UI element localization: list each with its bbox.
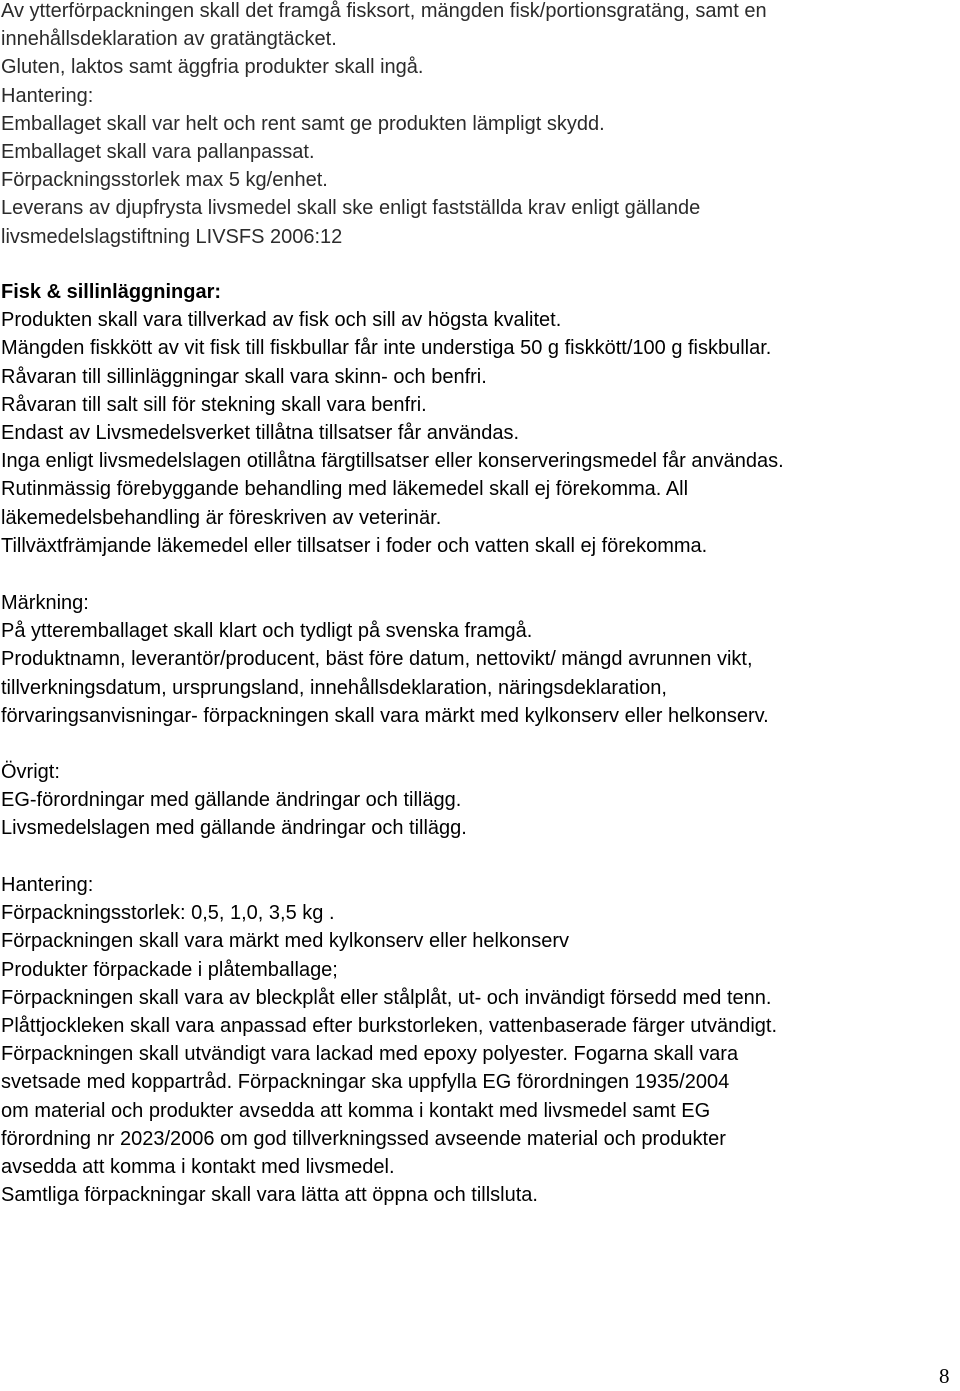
packaging-line: Gluten, laktos samt äggfria produkter skall ingå.	[1, 56, 424, 79]
marking-line: På ytteremballaget skall klart och tydligt på svenska framgå.	[1, 620, 533, 643]
handling-line: svetsade med koppartråd. Förpackningar ska uppfylla EG förordningen 1935/2004	[1, 1071, 730, 1094]
marking-line: tillverkningsdatum, ursprungsland, innehållsdeklaration, näringsdeklaration,	[1, 676, 667, 699]
handling-line: Förpackningsstorlek: 0,5, 1,0, 3,5 kg .	[1, 902, 335, 925]
handling-line: om material och produkter avsedda att komma i kontakt med livsmedel samt EG	[1, 1099, 711, 1122]
marking-line: Produktnamn, leverantör/producent, bäst före datum, nettovikt/ mängd avrunnen vikt,	[1, 648, 753, 671]
marking-line: förvaringsanvisningar- förpackningen skall vara märkt med kylkonserv eller helkonserv.	[1, 704, 769, 727]
fish-section	[1, 278, 956, 560]
handling-line: förordning nr 2023/2006 om god tillverkningssed avseende material och produkter	[1, 1127, 726, 1150]
section-heading: Märkning:	[1, 592, 89, 614]
handling-section	[1, 871, 956, 1209]
other-line: Livsmedelslagen med gällande ändringar och tillägg.	[1, 817, 467, 840]
fish-line: Mängden fiskkött av vit fisk till fiskbullar får inte understiga 50 g fiskkött/100 g fiskbullar.	[1, 337, 772, 360]
handling-line: avsedda att komma i kontakt med livsmedel.	[1, 1155, 395, 1178]
packaging-line: Förpackningsstorlek max 5 kg/enhet.	[1, 169, 328, 192]
handling-line: Samtliga förpackningar skall vara lätta att öppna och tillsluta.	[1, 1184, 538, 1207]
handling-line: Produkter förpackade i plåtemballage;	[1, 958, 338, 981]
handling-line: Plåttjockleken skall vara anpassad efter burkstorleken, vattenbaserade färger utvändigt.	[1, 1014, 777, 1037]
fish-line: Tillväxtfrämjande läkemedel eller tillsatser i foder och vatten skall ej förekomma.	[1, 534, 708, 557]
section-heading: Hantering:	[1, 874, 94, 896]
other-line: EG-förordningar med gällande ändringar och tillägg.	[1, 789, 462, 812]
marking-section	[1, 589, 956, 730]
other-section	[1, 758, 956, 843]
handling-line: Förpackningen skall utvändigt vara lackad med epoxy polyester. Fogarna skall vara	[1, 1043, 739, 1066]
packaging-line: Av ytterförpackningen skall det framgå fisksort, mängden fisk/portionsgratäng, samt en	[1, 0, 767, 22]
packaging-line: Leverans av djupfrysta livsmedel skall ske enligt fastställda krav enligt gällande	[1, 197, 701, 220]
fish-line: Råvaran till salt sill för stekning skall vara benfri.	[1, 393, 427, 416]
packaging-line: Emballaget skall vara pallanpassat.	[1, 140, 315, 163]
packaging-section	[1, 0, 956, 251]
packaging-subheading: Hantering:	[1, 84, 94, 107]
fish-line: Produkten skall vara tillverkad av fisk och sill av högsta kvalitet.	[1, 309, 562, 332]
fish-line: Råvaran till sillinläggningar skall vara skinn- och benfri.	[1, 365, 487, 388]
fish-line: Inga enligt livsmedelslagen otillåtna färgtillsatser eller konserveringsmedel får användas.	[1, 450, 784, 473]
page-number: 8	[939, 1364, 950, 1388]
section-heading: Fisk & sillinläggningar:	[1, 281, 222, 303]
fish-line: läkemedelsbehandling är föreskriven av veterinär.	[1, 506, 442, 529]
fish-line: Rutinmässig förebyggande behandling med läkemedel skall ej förekomma. All	[1, 478, 689, 501]
packaging-line: livsmedelslagstiftning LIVSFS 2006:12	[1, 225, 343, 248]
section-heading: Övrigt:	[1, 761, 60, 783]
handling-line: Förpackningen skall vara av bleckplåt eller stålplåt, ut- och invändigt försedd med tenn.	[1, 986, 772, 1009]
handling-line: Förpackningen skall vara märkt med kylkonserv eller helkonserv	[1, 930, 570, 953]
packaging-line: innehållsdeklaration av gratängtäcket.	[1, 28, 337, 51]
fish-line: Endast av Livsmedelsverket tillåtna tillsatser får användas.	[1, 421, 520, 444]
packaging-line: Emballaget skall var helt och rent samt ge produkten lämpligt skydd.	[1, 112, 605, 135]
